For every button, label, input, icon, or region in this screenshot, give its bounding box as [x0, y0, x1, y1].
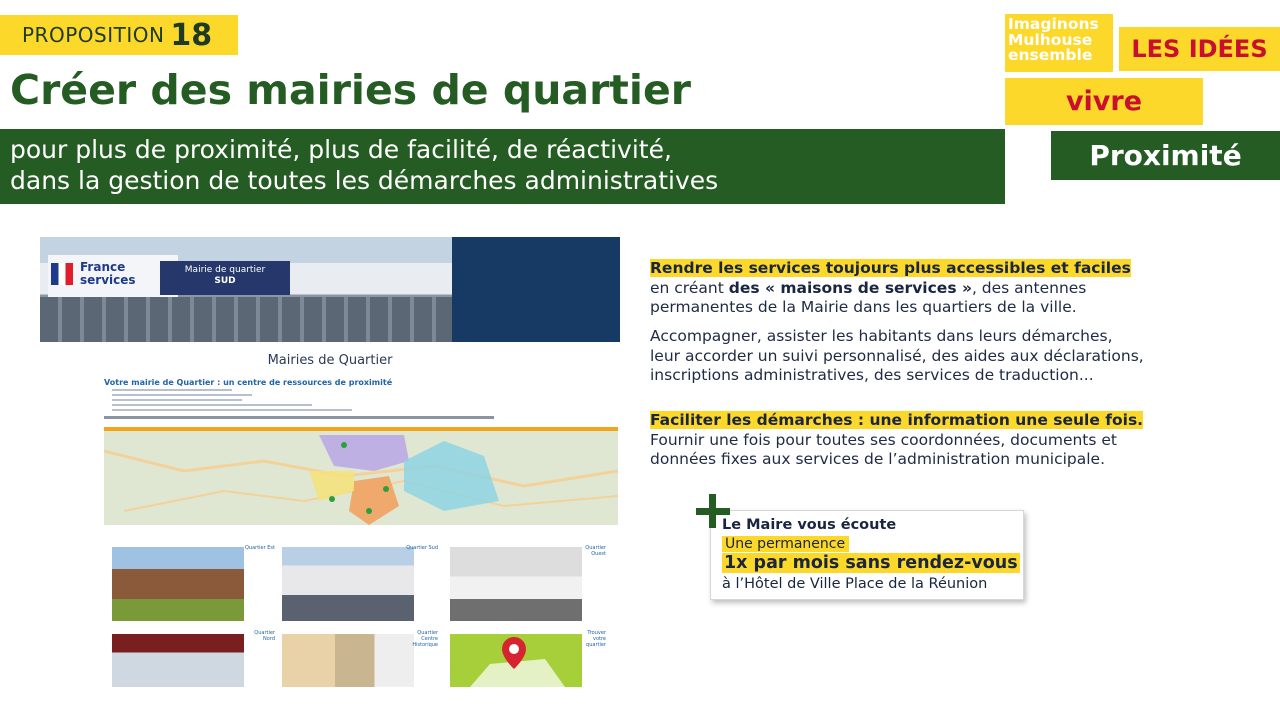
block-accessible-services: [650, 259, 1131, 318]
france-services-line-2: services: [80, 273, 136, 287]
block1-line-3: permanentes de la Mairie dans les quartiers de la ville.: [650, 298, 1077, 316]
theme-label: Proximité: [1051, 131, 1280, 180]
block2-line-1: Accompagner, assister les habitants dans leurs démarches,: [650, 327, 1113, 345]
block1-pre: en créant: [650, 278, 729, 297]
section-title: Mairies de Quartier: [267, 353, 393, 368]
sign-line-1: Mairie de quartier: [184, 265, 266, 275]
callout-line-2: 1x par mois sans rendez-vous: [724, 553, 1018, 573]
sign-line-2: SUD: [214, 276, 236, 286]
block-simplify: [650, 411, 1143, 470]
intro-text-line: [112, 389, 232, 391]
subtitle-banner: [0, 129, 1005, 204]
mairie-quartier-sign: [160, 261, 290, 295]
intro-text-line: [112, 399, 242, 401]
subtitle-line-2: dans la gestion de toutes les démarches administratives: [10, 166, 719, 195]
intro-text-line: [112, 404, 312, 406]
quartier-photo-ouest: [450, 547, 582, 621]
republique-francaise-icon: [51, 263, 73, 285]
plus-icon-bar: [696, 508, 730, 515]
block1-heading: Rendre les services toujours plus accessibles et faciles: [650, 259, 1131, 277]
proposition-label: PROPOSITION: [22, 23, 165, 47]
quartier-photo-est: [112, 547, 244, 621]
block1-bold: des « maisons de services »: [728, 278, 972, 297]
block2-line-2: leur accorder un suivi personnalisé, des aides aux déclarations,: [650, 346, 1144, 365]
thumb-label-find: Trouver votre quartier: [586, 630, 606, 648]
intro-heading: Votre mairie de Quartier : un centre de ressources de proximité: [104, 378, 393, 387]
logo-line-3: ensemble: [1008, 46, 1093, 64]
logo-line-2: Mulhouse: [1008, 30, 1093, 49]
callout-line-1: Une permanence: [722, 536, 849, 552]
block2-line-3: inscriptions administratives, des services de traduction...: [650, 366, 1094, 384]
logo-line-1: Imaginons: [1008, 15, 1099, 33]
map-graphic: [104, 431, 618, 525]
les-idees-label: LES IDÉES: [1119, 27, 1280, 71]
block3-heading: Faciliter les démarches : une information une seule fois.: [650, 411, 1144, 429]
thumb-label-nord: Quartier Nord: [254, 630, 275, 642]
map-pin-icon: [450, 634, 582, 687]
france-services-sign: [48, 255, 178, 297]
intro-text-line: [112, 409, 352, 411]
page-title: Créer des mairies de quartier: [10, 66, 691, 114]
vivre-label: vivre: [1005, 78, 1203, 125]
mairies-website-screenshot: [40, 237, 620, 687]
quartier-photo-nord: [112, 634, 244, 687]
proposition-badge: [0, 15, 238, 55]
thumb-label-est: Quartier Est: [244, 545, 275, 551]
proposition-number: 18: [170, 17, 213, 53]
thumb-label-sud: Quartier Sud: [406, 545, 438, 551]
quartier-photo-centre: [282, 634, 414, 687]
campaign-logo: [1005, 14, 1113, 72]
block-accompany: [650, 327, 1144, 386]
france-services-line-1: France: [80, 260, 126, 274]
quartier-photo-sud: [282, 547, 414, 621]
contact-text-line: [104, 416, 494, 419]
thumb-label-ouest: Quartier Ouest: [585, 545, 606, 557]
building-windows: [40, 297, 452, 342]
callout-line-3: à l’Hôtel de Ville Place de la Réunion: [722, 576, 988, 592]
callout-title: Le Maire vous écoute: [722, 517, 897, 533]
subtitle-line-1: pour plus de proximité, plus de facilité, de réactivité,: [10, 135, 672, 164]
block3-line-2: données fixes aux services de l’administration municipale.: [650, 450, 1106, 468]
banner-navy-panel: [452, 237, 620, 342]
block1-post: , des antennes: [971, 278, 1087, 297]
quartiers-map: [104, 427, 618, 525]
thumb-label-centre: Quartier Centre Historique: [412, 630, 438, 648]
block3-line-1: Fournir une fois pour toutes ses coordonnées, documents et: [650, 430, 1117, 449]
intro-text-line: [112, 394, 252, 396]
find-quartier-map-tile: [450, 634, 582, 687]
